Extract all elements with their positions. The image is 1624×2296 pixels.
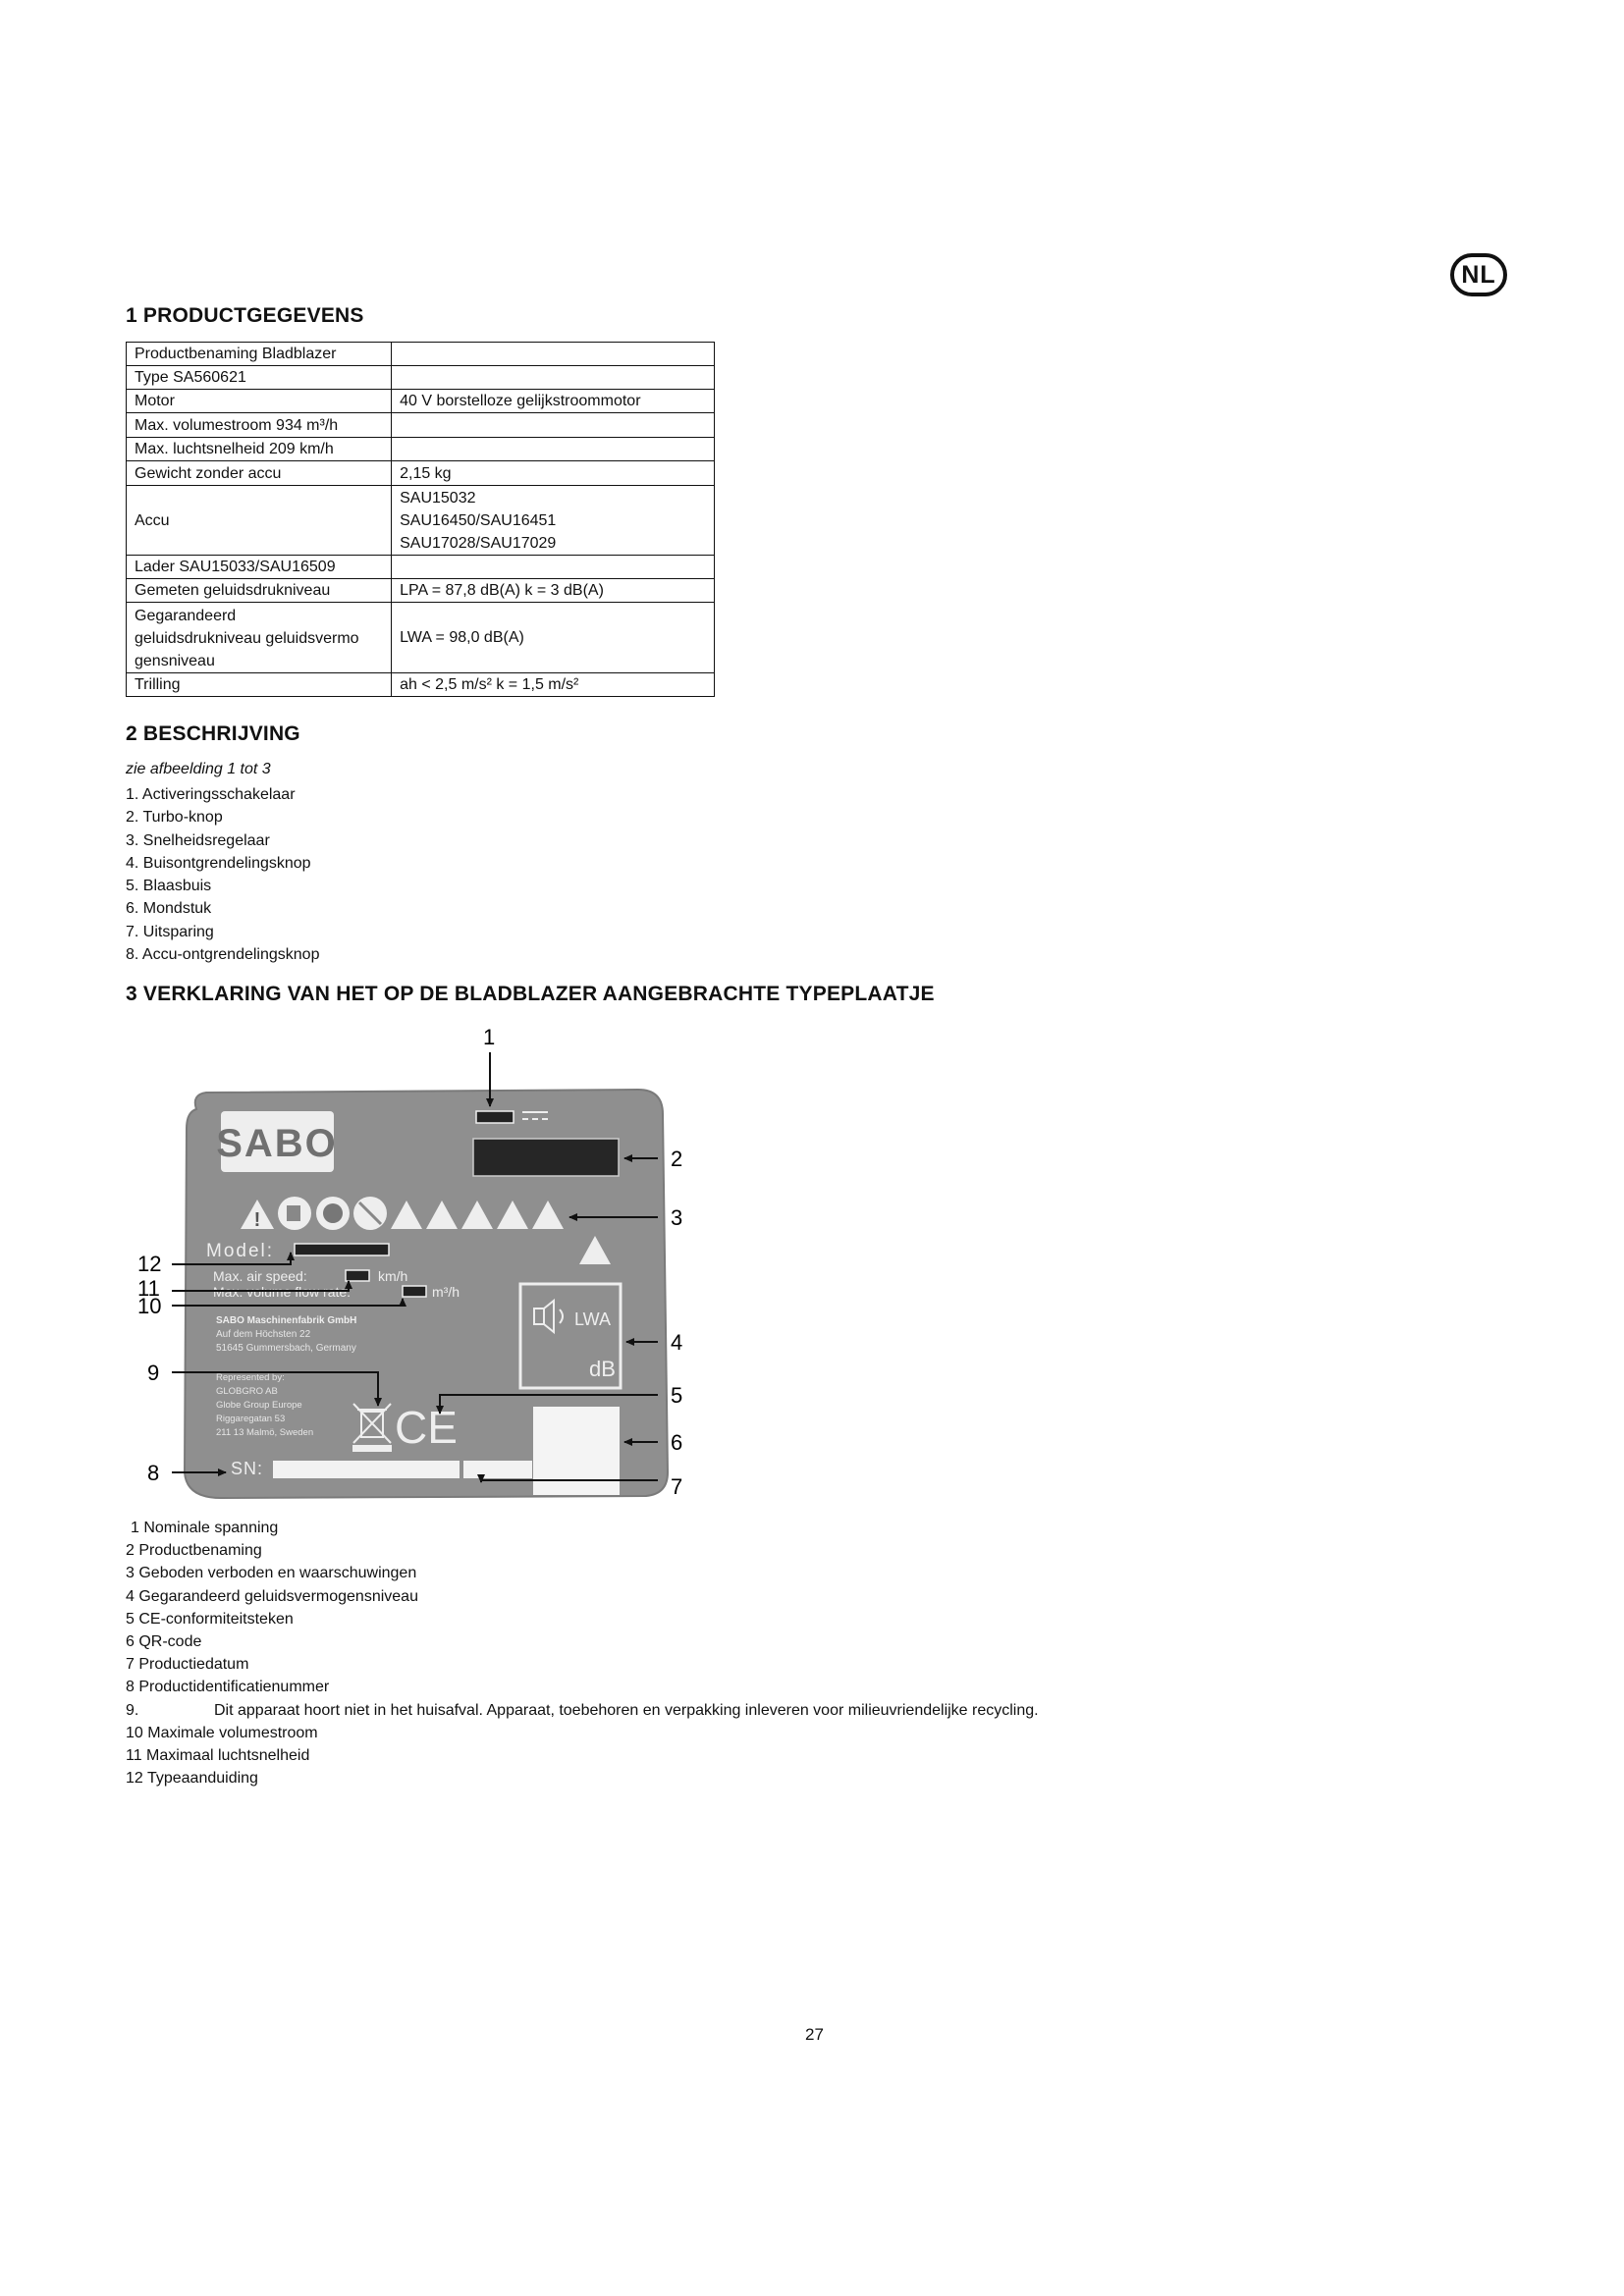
table-cell-value (392, 343, 715, 366)
label-line: geluidsdrukniveau geluidsvermo (135, 629, 359, 647)
table-cell-label: Lader SAU15033/SAU16509 (127, 556, 392, 579)
serial-number-label: SN: (231, 1459, 264, 1478)
table-row (127, 603, 715, 673)
battery-line: SAU16450/SAU16451 (400, 512, 557, 529)
table-cell-value (392, 413, 715, 438)
manufacturer-line: 51645 Gummersbach, Germany (216, 1343, 356, 1354)
legend-item-text: Dit apparaat hoort niet in het huisafval. Apparaat, toebehoren en verpakking inleveren voor milieuvriendelijke recycling. (214, 1701, 1039, 1719)
list-item: 6. Mondstuk (126, 900, 212, 918)
section-2-title: 2 BESCHRIJVING (126, 722, 300, 745)
label-line: Gegarandeerd (135, 607, 237, 624)
battery-line: SAU17028/SAU17029 (400, 535, 557, 552)
voltage-box (476, 1111, 514, 1123)
manufacturer-line: Auf dem Höchsten 22 (216, 1329, 311, 1340)
table-row (127, 673, 715, 697)
table-row (127, 556, 715, 579)
legend-item-number: 9. (126, 1701, 139, 1719)
table-row (127, 461, 715, 486)
table-cell-label: Trilling (127, 673, 392, 697)
ce-mark: CE (395, 1402, 458, 1453)
callout-7: 7 (671, 1474, 683, 1499)
table-cell-value (392, 438, 715, 461)
product-name-box (473, 1139, 619, 1176)
list-item: 4. Buisontgrendelingsknop (126, 854, 311, 872)
table-cell-label: Accu (127, 486, 392, 556)
figure-reference: zie afbeelding 1 tot 3 (126, 761, 271, 777)
language-badge: NL (1450, 253, 1507, 296)
table-row (127, 390, 715, 413)
callout-12: 12 (137, 1252, 162, 1276)
legend-item: 6 QR-code (126, 1632, 202, 1650)
table-row (127, 438, 715, 461)
label-line: gensniveau (135, 652, 215, 669)
callout-6: 6 (671, 1430, 683, 1455)
callout-10: 10 (137, 1294, 162, 1318)
table-cell-value: 40 V borstelloze gelijkstroommotor (392, 390, 715, 413)
list-item: 5. Blaasbuis (126, 878, 212, 895)
page-number: 27 (805, 2025, 824, 2044)
type-plate-illustration (128, 1021, 717, 1512)
table-cell-value: ah < 2,5 m/s² k = 1,5 m/s² (392, 673, 715, 697)
table-cell-value (392, 486, 715, 556)
list-item: 2. Turbo-knop (126, 809, 223, 827)
table-row (127, 413, 715, 438)
table-cell-label: Productbenaming Bladblazer (127, 343, 392, 366)
table-row (127, 343, 715, 366)
component-list (126, 783, 319, 966)
table-row (127, 366, 715, 390)
model-value-box (295, 1244, 389, 1255)
callout-11: 11 (137, 1276, 160, 1301)
air-speed-box (346, 1270, 369, 1281)
list-item: 3. Snelheidsregelaar (126, 831, 270, 849)
manufacturer-line: SABO Maschinenfabrik GmbH (216, 1315, 357, 1326)
table-row (127, 579, 715, 603)
representative-line: GLOBGRO AB (216, 1386, 278, 1397)
section-1-title: 1 PRODUCTGEGEVENS (126, 304, 364, 327)
representative-line: Globe Group Europe (216, 1400, 302, 1411)
legend-item: 8 Productidentificatienummer (126, 1679, 330, 1696)
section-3-title: 3 VERKLARING VAN HET OP DE BLADBLAZER AANGEBRACHTE TYPEPLAATJE (126, 983, 935, 1005)
table-cell-value: 2,15 kg (392, 461, 715, 486)
table-cell-label: Gewicht zonder accu (127, 461, 392, 486)
table-cell-label: Motor (127, 390, 392, 413)
table-cell-label (127, 603, 392, 673)
battery-line: SAU15032 (400, 490, 476, 507)
callout-4: 4 (671, 1330, 683, 1355)
lwa-label: LWA (574, 1309, 612, 1329)
table-cell-label: Max. luchtsnelheid 209 km/h (127, 438, 392, 461)
list-item: 8. Accu-ontgrendelingsknop (126, 946, 320, 964)
callout-3: 3 (671, 1205, 683, 1230)
legend-item: 11 Maximaal luchtsnelheid (126, 1746, 310, 1764)
callout-2: 2 (671, 1147, 683, 1171)
flow-rate-label: Max. volume flow rate: (213, 1284, 352, 1300)
callout-9: 9 (147, 1361, 160, 1385)
table-cell-value: LWA = 98,0 dB(A) (392, 603, 715, 673)
representative-line: 211 13 Malmö, Sweden (216, 1427, 314, 1438)
legend-item: 5 CE-conformiteitsteken (126, 1610, 294, 1628)
db-label: dB (589, 1357, 616, 1381)
callout-8: 8 (147, 1461, 160, 1485)
production-date-box (463, 1461, 532, 1478)
callout-5: 5 (671, 1383, 683, 1408)
air-speed-unit: km/h (378, 1268, 408, 1284)
table-cell-value (392, 366, 715, 390)
representative-line: Represented by: (216, 1372, 285, 1383)
list-item: 7. Uitsparing (126, 923, 214, 940)
plate-legend (126, 1517, 1039, 1789)
callout-1: 1 (483, 1025, 496, 1049)
table-cell-label: Max. volumestroom 934 m³/h (127, 413, 392, 438)
model-label: Model: (206, 1241, 275, 1261)
legend-item: 2 Productbenaming (126, 1542, 262, 1560)
legend-item: 3 Geboden verboden en waarschuwingen (126, 1565, 417, 1582)
table-cell-value (392, 556, 715, 579)
table-cell-label: Type SA560621 (127, 366, 392, 390)
legend-item (126, 1699, 1039, 1722)
list-item: 1. Activeringsschakelaar (126, 786, 296, 803)
legend-item: 1 Nominale spanning (131, 1520, 279, 1536)
table-row (127, 486, 715, 556)
product-data-table (126, 342, 715, 697)
brand-logo: SABO (216, 1122, 338, 1165)
svg-text:!: ! (253, 1209, 261, 1231)
serial-number-box (273, 1461, 460, 1478)
legend-item: 10 Maximale volumestroom (126, 1724, 318, 1741)
legend-item: 12 Typeaanduiding (126, 1770, 258, 1788)
representative-line: Riggaregatan 53 (216, 1414, 286, 1424)
legend-item: 4 Gegarandeerd geluidsvermogensniveau (126, 1587, 418, 1605)
table-cell-label: Gemeten geluidsdrukniveau (127, 579, 392, 603)
flow-rate-unit: m³/h (432, 1284, 460, 1300)
legend-item: 7 Productiedatum (126, 1656, 249, 1674)
table-cell-value: LPA = 87,8 dB(A) k = 3 dB(A) (392, 579, 715, 603)
flow-rate-box (403, 1286, 426, 1297)
qr-code-area (533, 1407, 620, 1495)
air-speed-label: Max. air speed: (213, 1268, 307, 1284)
